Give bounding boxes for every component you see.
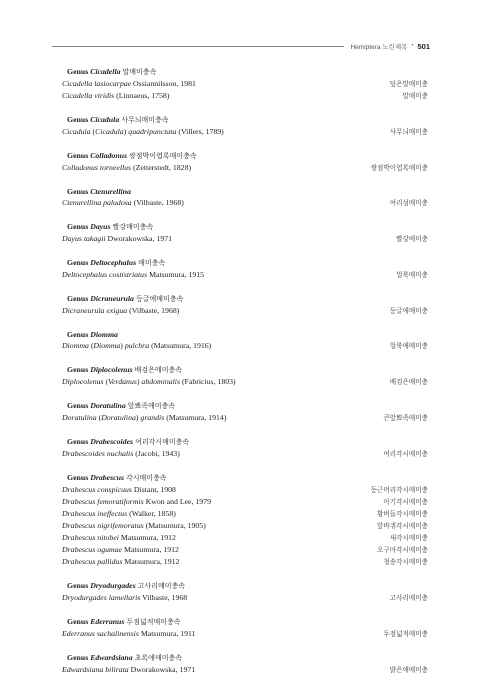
species-row: [62, 233, 428, 245]
species-row: [62, 305, 428, 317]
species-author: (Matsumura, 1905): [145, 521, 206, 530]
scientific-name: [62, 544, 179, 555]
species-author: Matsumura, 1915: [149, 270, 205, 279]
scientific-name: [62, 90, 169, 101]
species-name: Ctenurellina paludosa: [62, 198, 132, 207]
species-name: Cicadella viridis: [62, 91, 115, 100]
genus-name: Dayus: [90, 222, 111, 231]
header-section-title: Hemiptera 노린재목: [350, 43, 408, 51]
species-name: Deltocephalus costistriatus: [62, 270, 148, 279]
genus-korean-name: 초록애매미충속: [134, 654, 182, 662]
species-korean-name: 빨강매미충: [396, 235, 428, 243]
genus-korean-name: 쌍점박이엽록매미충속: [129, 152, 197, 160]
scientific-name: [62, 520, 206, 531]
scientific-name: [62, 78, 196, 89]
species-name: Diplocolenus (Verdanus) abdominalis: [62, 377, 180, 386]
species-author: (Vilbaste, 1968): [133, 198, 184, 207]
genus-block: [62, 400, 428, 424]
species-korean-name: 앞바퀴각시매미충: [377, 522, 428, 530]
genus-heading: [62, 652, 428, 664]
genus-heading: [62, 150, 428, 162]
species-korean-name: 아기각시매미충: [383, 498, 428, 506]
genus-name: Deltocephalus: [90, 258, 137, 267]
species-author: (Walker, 1858): [129, 509, 176, 518]
genus-block: [62, 616, 428, 640]
species-row: [62, 484, 428, 496]
species-korean-name: 얼룩매미충: [396, 271, 428, 279]
species-author: (Zetterstedt, 1828): [133, 163, 192, 172]
species-row: [62, 532, 428, 544]
species-row: [62, 556, 428, 568]
genus-heading: [62, 580, 428, 592]
genus-heading: [62, 114, 428, 126]
genus-block: [62, 66, 428, 102]
scientific-name: [62, 628, 196, 639]
species-name: Drabescoides nuchalis: [62, 449, 134, 458]
species-korean-name: 등글애매미충: [389, 307, 428, 315]
species-name: Dayus takagii: [62, 234, 106, 243]
genus-name: Drabescus: [90, 473, 124, 482]
genus-name: Ederranus: [90, 617, 125, 626]
species-row: [62, 269, 428, 281]
header-rule: [52, 46, 344, 47]
species-name: Colladonus torneellus: [62, 163, 132, 172]
genus-block: [62, 652, 428, 676]
page-number: 501: [417, 41, 430, 51]
genus-block: [62, 293, 428, 317]
genus-heading: [62, 400, 428, 412]
species-row: [62, 448, 428, 460]
species-author: (Fabricius, 1803): [181, 377, 236, 386]
species-name: Cicadella lasiocarpae: [62, 79, 132, 88]
species-korean-name: 두점넓적매미충: [383, 630, 428, 638]
species-name: Edwardsiana bilirata: [62, 665, 129, 674]
genus-heading: [62, 221, 428, 233]
species-row: [62, 197, 428, 209]
genus-label: Genus: [67, 294, 89, 303]
species-author: Distant, 1908: [133, 485, 176, 494]
species-korean-name: 오구마각시매미충: [377, 546, 428, 554]
genus-label: Genus: [67, 67, 89, 76]
genus-name: Drabescoides: [90, 437, 134, 446]
species-korean-name: 배검은매미충: [389, 378, 428, 386]
genus-name: Dryodurgades: [90, 581, 136, 590]
species-name: Ederranus sachalinensis: [62, 629, 139, 638]
species-author: Vilbaste, 1968: [142, 593, 188, 602]
scientific-name: [62, 126, 224, 137]
species-author: (Vilbaste, 1968): [129, 306, 180, 315]
species-author: Ossiannilsson, 1981: [133, 79, 196, 88]
genus-name: Cicadula: [90, 115, 120, 124]
genus-korean-name: 두점넓적매미충속: [126, 618, 181, 626]
genus-korean-name: 말매미충속: [122, 68, 157, 76]
scientific-name: [62, 556, 179, 567]
genus-heading: [62, 364, 428, 376]
genus-korean-name: 여리각시매미충속: [135, 438, 190, 446]
species-korean-name: 밝은애매미충: [389, 666, 428, 674]
genus-name: Diomma: [90, 330, 118, 339]
species-korean-name: 여리섬매미충: [389, 199, 428, 207]
running-header: [52, 39, 430, 53]
genus-label: Genus: [67, 258, 89, 267]
genus-block: [62, 472, 428, 568]
genus-korean-name: 고사리매미충속: [137, 582, 186, 590]
species-author: (Jacobi, 1943): [135, 449, 180, 458]
species-korean-name: 얼룩애매미충: [389, 342, 428, 350]
genus-block: [62, 329, 428, 352]
scientific-name: [62, 269, 204, 280]
scientific-name: [62, 305, 179, 316]
species-name: Diomma (Diomma) pulchra: [62, 341, 150, 350]
genus-label: Genus: [67, 473, 89, 482]
species-korean-name: 황버들각시매미충: [377, 510, 428, 518]
genus-block: [62, 114, 428, 138]
scientific-name: [62, 664, 195, 675]
genus-label: Genus: [67, 365, 89, 374]
species-row: [62, 126, 428, 138]
species-row: [62, 376, 428, 388]
genus-name: Diplocolenus: [90, 365, 133, 374]
species-korean-name: 고사리매미충: [389, 594, 428, 602]
scientific-name: [62, 592, 187, 603]
genus-name: Ctenurellina: [90, 187, 131, 196]
genus-block: [62, 257, 428, 281]
scientific-name: [62, 233, 172, 244]
species-korean-name: 청송각시매미충: [383, 558, 428, 566]
species-row: [62, 340, 428, 352]
genus-block: [62, 221, 428, 245]
species-checklist: [62, 66, 428, 688]
genus-block: [62, 436, 428, 460]
species-row: [62, 90, 428, 102]
species-name: Drabescus nigrifemoratus: [62, 521, 144, 530]
species-author: (Villers, 1789): [178, 127, 224, 136]
genus-label: Genus: [67, 151, 89, 160]
species-row: [62, 628, 428, 640]
genus-name: Edwardsiana: [90, 653, 133, 662]
species-author: Matsumura, 1912: [123, 545, 179, 554]
genus-label: Genus: [67, 330, 89, 339]
species-author: Dworakowska, 1971: [130, 665, 196, 674]
species-row: [62, 544, 428, 556]
species-korean-name: 말매미충: [402, 92, 428, 100]
genus-block: [62, 150, 428, 174]
scientific-name: [62, 412, 226, 423]
genus-heading: [62, 257, 428, 269]
species-row: [62, 162, 428, 174]
genus-label: Genus: [67, 437, 89, 446]
genus-label: Genus: [67, 617, 89, 626]
genus-block: [62, 186, 428, 209]
genus-heading: [62, 186, 428, 197]
species-row: [62, 412, 428, 424]
species-korean-name: 쌍점박이엽록매미충: [370, 164, 428, 172]
genus-heading: [62, 66, 428, 78]
species-name: Drabescus conspicuus: [62, 485, 132, 494]
species-name: Dryodurgades lamellaris: [62, 593, 141, 602]
species-author: Dworakowska, 1971: [107, 234, 173, 243]
genus-label: Genus: [67, 222, 89, 231]
species-author: Matsumura, 1911: [140, 629, 196, 638]
genus-name: Colladonus: [90, 151, 128, 160]
scientific-name: [62, 496, 211, 507]
species-name: Cicadula (Cicadula) quadripunctata: [62, 127, 177, 136]
genus-name: Doratulina: [90, 401, 126, 410]
species-row: [62, 78, 428, 90]
species-korean-name: 등근머리각시매미충: [370, 486, 428, 494]
scientific-name: [62, 484, 176, 495]
scientific-name: [62, 448, 180, 459]
species-name: Doratulina (Doratulina) grandis: [62, 413, 165, 422]
species-row: [62, 508, 428, 520]
scientific-name: [62, 376, 236, 387]
header-bullet: •: [411, 43, 414, 49]
species-row: [62, 592, 428, 604]
species-korean-name: 새각시매미충: [389, 534, 428, 542]
genus-korean-name: 배검은매미충속: [134, 366, 182, 374]
species-author: (Matsumura, 1914): [166, 413, 227, 422]
scientific-name: [62, 532, 176, 543]
genus-label: Genus: [67, 581, 89, 590]
genus-name: Dicraneurula: [90, 294, 134, 303]
genus-heading: [62, 293, 428, 305]
genus-label: Genus: [67, 401, 89, 410]
scientific-name: [62, 162, 191, 173]
genus-heading: [62, 436, 428, 448]
species-row: [62, 520, 428, 532]
genus-label: Genus: [67, 115, 89, 124]
species-name: Drabescus ineffectus: [62, 509, 128, 518]
genus-block: [62, 580, 428, 604]
genus-label: Genus: [67, 187, 89, 196]
species-author: Matsumura, 1912: [124, 557, 180, 566]
species-name: Drabescus pallidus: [62, 557, 123, 566]
genus-name: Cicadella: [90, 67, 121, 76]
species-author: Matsumura, 1912: [120, 533, 176, 542]
species-author: Kwon and Lee, 1979: [145, 497, 211, 506]
species-korean-name: 덮은말매미충: [389, 80, 428, 88]
scientific-name: [62, 197, 184, 208]
species-name: Drabescus femoratiformis: [62, 497, 144, 506]
species-row: [62, 496, 428, 508]
genus-korean-name: 등글애매미충속: [135, 295, 184, 303]
genus-korean-name: 각시매미충속: [125, 474, 167, 482]
species-korean-name: 여리각시매미충: [383, 450, 428, 458]
genus-korean-name: 사무늬매미충속: [121, 116, 169, 124]
species-korean-name: 사무늬매미충: [389, 128, 428, 136]
scientific-name: [62, 340, 211, 351]
species-name: Drabescus ogumae: [62, 545, 122, 554]
genus-heading: [62, 329, 428, 340]
species-name: Dicraneurula exigua: [62, 306, 128, 315]
genus-label: Genus: [67, 653, 89, 662]
genus-block: [62, 364, 428, 388]
species-row: [62, 664, 428, 676]
genus-heading: [62, 472, 428, 484]
scientific-name: [62, 508, 176, 519]
genus-heading: [62, 616, 428, 628]
genus-korean-name: 매미충속: [138, 259, 166, 267]
species-author: (Matsumura, 1916): [151, 341, 212, 350]
species-author: (Linnaeus, 1758): [116, 91, 170, 100]
species-korean-name: 큰앞뾰족매미충: [383, 414, 428, 422]
genus-korean-name: 앞뾰족매미충속: [127, 402, 176, 410]
genus-korean-name: 빨강매미충속: [112, 223, 154, 231]
species-name: Drabescus nitobei: [62, 533, 119, 542]
